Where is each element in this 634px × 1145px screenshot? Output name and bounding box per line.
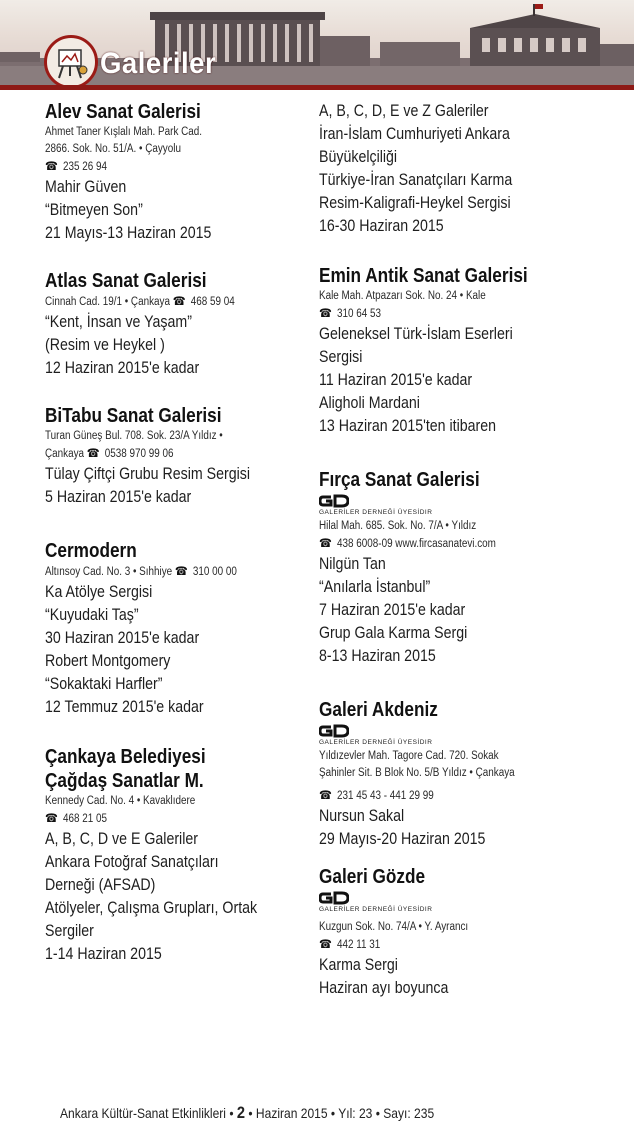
event-line: Sergiler — [45, 922, 94, 940]
gallery-address — [45, 445, 269, 463]
gallery-phone — [319, 535, 568, 553]
phone-number: 310 00 00 — [192, 566, 237, 578]
galleries-association-logo-icon — [319, 724, 349, 738]
phone-number: 235 26 94 — [63, 161, 108, 173]
gallery-entry-cermodern — [45, 539, 305, 719]
page-number: 2 — [236, 1103, 246, 1122]
gallery-entry-gozde — [319, 865, 609, 1000]
phone-number: 468 21 05 — [63, 813, 108, 825]
gallery-name: Çağdaş Sanatlar M. — [45, 770, 204, 792]
page-footer — [60, 1100, 507, 1126]
event-line: 7 Haziran 2015'e kadar — [319, 601, 466, 619]
event-line: Geleneksel Türk-İslam Eserleri — [319, 325, 513, 343]
event-line: 12 Temmuz 2015'e kadar — [45, 698, 204, 716]
association-member-label: GALERİLER DERNEĞİ ÜYESİDIR — [319, 509, 433, 516]
gallery-address — [45, 293, 269, 311]
left-column — [45, 100, 305, 966]
gallery-address: Şahinler Sit. B Blok No. 5/B Yıldız • Çankaya — [319, 767, 515, 779]
telephone-icon: ☎ — [319, 306, 332, 320]
gallery-phone — [319, 305, 568, 323]
event-line: Atölyeler, Çalışma Grupları, Ortak — [45, 899, 258, 917]
gallery-address: Yıldızevler Mah. Tagore Cad. 720. Sokak — [319, 750, 499, 762]
gallery-name: Atlas Sanat Galerisi — [45, 270, 207, 292]
publication-name: Ankara Kültür-Sanat Etkinlikleri — [60, 1105, 226, 1121]
event-line: Resim-Kaligrafi-Heykel Sergisi — [319, 194, 511, 212]
event-line: Büyükelçiliği — [319, 148, 398, 166]
telephone-icon: ☎ — [319, 937, 332, 951]
gallery-entry-akdeniz — [319, 698, 609, 851]
gallery-name: Alev Sanat Galerisi — [45, 101, 201, 123]
phone-number: 442 11 31 — [337, 939, 381, 951]
event-line: Nilgün Tan — [319, 555, 386, 573]
telephone-icon: ☎ — [45, 811, 58, 825]
event-line: Ka Atölye Sergisi — [45, 583, 153, 601]
gallery-name: Çankaya Belediyesi — [45, 746, 206, 768]
event-line: Derneği (AFSAD) — [45, 876, 156, 894]
gallery-name: Galeri Gözde — [319, 866, 426, 888]
event-line: 29 Mayıs-20 Haziran 2015 — [319, 830, 486, 848]
gallery-phone — [45, 158, 269, 176]
event-line: Sergisi — [319, 348, 363, 366]
phone-number: 310 64 53 — [337, 308, 382, 320]
issue-info: Haziran 2015 • Yıl: 23 • Sayı: 235 — [255, 1105, 435, 1121]
address-text: Altınsoy Cad. No. 3 • Sıhhiye — [45, 566, 173, 578]
gallery-entry-emin — [319, 264, 609, 438]
gallery-phone — [319, 787, 568, 805]
event-line: Haziran ayı boyunca — [319, 979, 449, 997]
event-line: Türkiye-İran Sanatçıları Karma — [319, 171, 513, 189]
event-line: 16-30 Haziran 2015 — [319, 217, 444, 235]
telephone-icon: ☎ — [319, 536, 332, 550]
event-line: Grup Gala Karma Sergi — [319, 624, 468, 642]
event-line: “Anılarla İstanbul” — [319, 578, 431, 596]
event-line: 12 Haziran 2015'e kadar — [45, 359, 200, 377]
event-line: Tülay Çiftçi Grubu Resim Sergisi — [45, 465, 251, 483]
section-title: Galeriler — [100, 47, 217, 80]
address-text: Çankaya — [45, 448, 85, 460]
phone-number: 0538 970 99 06 — [104, 448, 174, 460]
event-line: İran-İslam Cumhuriyeti Ankara — [319, 125, 510, 143]
event-line: 30 Haziran 2015'e kadar — [45, 629, 200, 647]
galleries-association-logo-icon — [319, 494, 349, 508]
phone-number: 468 59 04 — [190, 296, 235, 308]
telephone-icon: ☎ — [45, 159, 58, 173]
gallery-address: Kuzgun Sok. No. 74/A • Y. Ayrancı — [319, 921, 469, 933]
event-line: “Kent, İnsan ve Yaşam” — [45, 313, 192, 331]
event-line: Mahir Güven — [45, 178, 127, 196]
association-member-label: GALERİLER DERNEĞİ ÜYESİDIR — [319, 739, 433, 746]
event-line: Robert Montgomery — [45, 652, 171, 670]
gallery-entry-bitabu — [45, 404, 305, 509]
right-column — [319, 100, 609, 1000]
event-line: “Sokaktaki Harfler” — [45, 675, 163, 693]
gallery-name: Cermodern — [45, 540, 137, 562]
event-line: A, B, C, D, E ve Z Galeriler — [319, 102, 489, 120]
telephone-icon: ☎ — [174, 564, 188, 578]
gallery-address: 2866. Sok. No. 51/A. • Çayyolu — [45, 143, 181, 155]
gallery-entry-firca — [319, 468, 609, 668]
address-text: Cinnah Cad. 19/1 • Çankaya — [45, 296, 170, 308]
event-line: Karma Sergi — [319, 956, 398, 974]
page-header — [0, 0, 634, 90]
gallery-name: Galeri Akdeniz — [319, 699, 438, 721]
event-line: “Bitmeyen Son” — [45, 201, 143, 219]
event-line: “Kuyudaki Taş” — [45, 606, 139, 624]
event-line: 8-13 Haziran 2015 — [319, 647, 436, 665]
gallery-entry-alev — [45, 100, 305, 245]
bullet-separator: • — [248, 1105, 256, 1121]
gallery-section-badge — [44, 35, 98, 89]
bullet-separator: • — [229, 1105, 237, 1121]
gallery-entry-continued — [319, 100, 609, 238]
painter-easel-icon — [47, 38, 95, 86]
event-line: 21 Mayıs-13 Haziran 2015 — [45, 224, 212, 242]
event-line: 1-14 Haziran 2015 — [45, 945, 162, 963]
telephone-icon: ☎ — [86, 446, 100, 460]
event-line: 11 Haziran 2015'e kadar — [319, 371, 473, 389]
phone-number: 438 6008-09 www.fircasanatevi.com — [337, 538, 496, 550]
gallery-address: Kennedy Cad. No. 4 • Kavaklıdere — [45, 795, 196, 807]
event-line: Ankara Fotoğraf Sanatçıları — [45, 853, 219, 871]
gallery-address: Ahmet Taner Kışlalı Mah. Park Cad. — [45, 126, 203, 138]
telephone-icon: ☎ — [172, 294, 186, 308]
event-line: (Resim ve Heykel ) — [45, 336, 165, 354]
city-skyline-illustration — [0, 0, 634, 90]
telephone-icon: ☎ — [319, 788, 332, 802]
event-line: A, B, C, D ve E Galeriler — [45, 830, 198, 848]
gallery-phone — [45, 810, 269, 828]
gallery-name: BiTabu Sanat Galerisi — [45, 405, 222, 427]
galleries-association-logo-icon — [319, 891, 349, 905]
event-line: Nursun Sakal — [319, 807, 405, 825]
gallery-entry-cankaya — [45, 745, 305, 966]
gallery-phone — [319, 936, 568, 954]
gallery-entry-atlas — [45, 269, 305, 380]
event-line: 5 Haziran 2015'e kadar — [45, 488, 192, 506]
event-line: Aligholi Mardani — [319, 394, 420, 412]
event-line: 13 Haziran 2015'ten itibaren — [319, 417, 497, 435]
gallery-name: Emin Antik Sanat Galerisi — [319, 265, 528, 287]
phone-number: 231 45 43 - 441 29 99 — [337, 790, 434, 802]
gallery-name: Fırça Sanat Galerisi — [319, 469, 480, 491]
gallery-address: Kale Mah. Atpazarı Sok. No. 24 • Kale — [319, 290, 486, 302]
gallery-address: Turan Güneş Bul. 708. Sok. 23/A Yıldız • — [45, 430, 223, 442]
header-divider — [0, 85, 634, 90]
gallery-address: Hilal Mah. 685. Sok. No. 7/A • Yıldız — [319, 520, 477, 532]
gallery-address — [45, 563, 269, 581]
association-member-label: GALERİLER DERNEĞİ ÜYESİDIR — [319, 906, 433, 913]
